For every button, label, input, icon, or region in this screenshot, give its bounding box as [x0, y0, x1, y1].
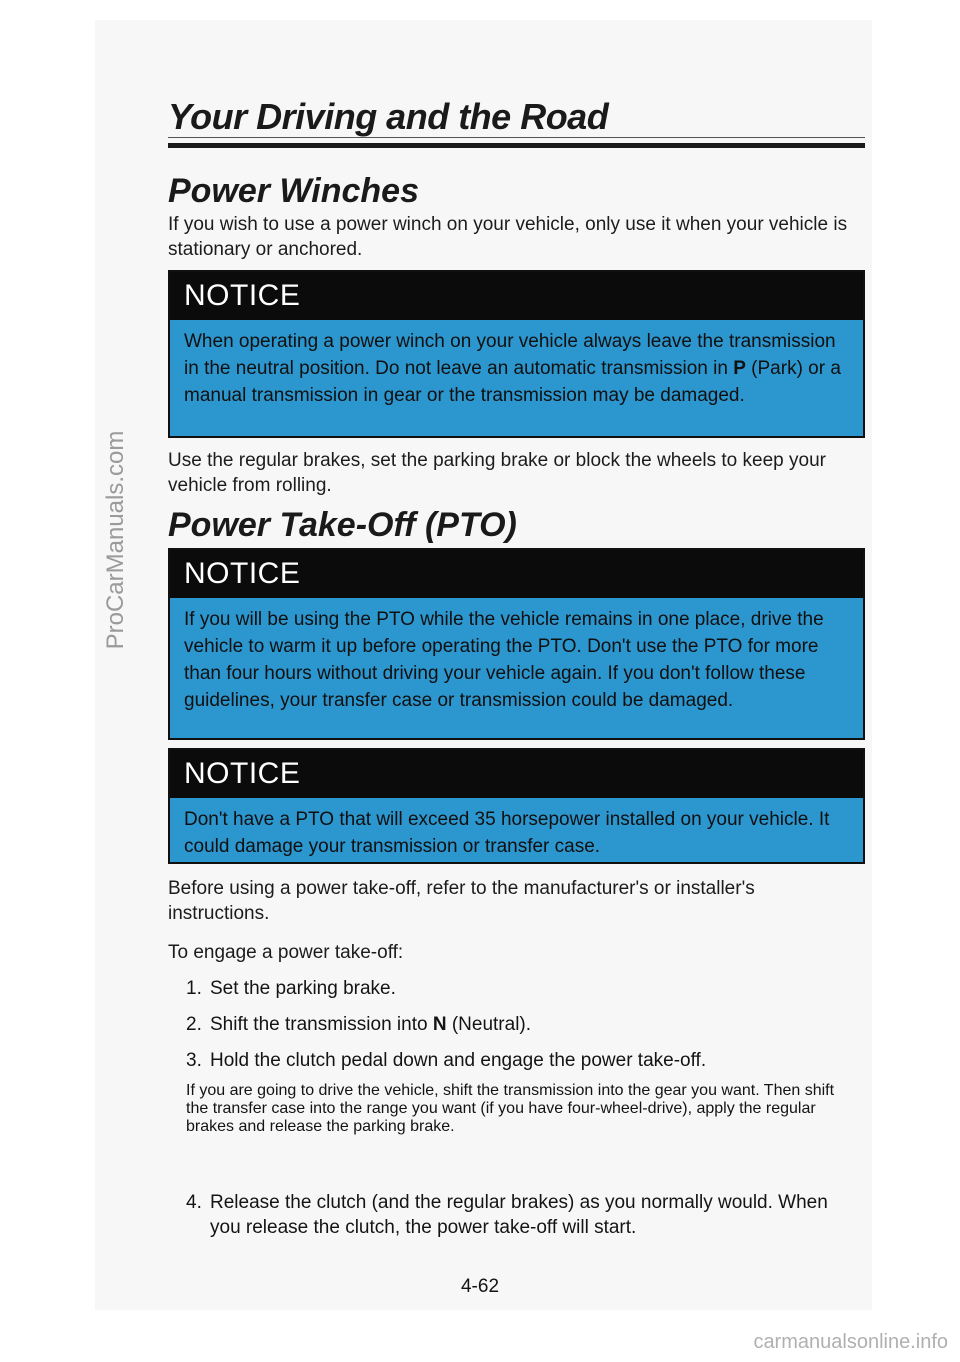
notice-box-pto-2 [168, 748, 865, 864]
side-watermark: ProCarManuals.com [102, 430, 129, 650]
winches-intro: If you wish to use a power winch on your vehicle, only use it when your vehicle is stationary or anchored. [168, 214, 848, 260]
power-winches-heading: Power Winches [168, 172, 419, 210]
engage-steps-cont [186, 1190, 856, 1251]
list-item: 3. Hold the clutch pedal down and engage the power take-off. [186, 1050, 707, 1071]
notice-body: If you will be using the PTO while the vehicle remains in one place, drive the vehicle to warm it up before operating the PTO. Don't use the PTO for more than four hours without driving your vehicle again. If you don't follow these guidelines, your transfer case or transmission could be damaged. [184, 609, 824, 711]
notice-body: When operating a power winch on your vehicle always leave the transmission in the neutral position. Do not leave an automatic transmission in P (Park) or a manual transmission in gear or the transmission may be damaged. [184, 331, 841, 406]
pto-engage-intro: To engage a power take-off: [168, 942, 404, 963]
neutral-gear-letter: N [432, 1014, 447, 1035]
step-3-detail: If you are going to drive the vehicle, shift the transmission into the gear you want. Then shift the transfer case into the range you want (if you have four-wheel-drive), apply the regular brakes and release the parking brake. [186, 1082, 835, 1135]
list-item: 1. Set the parking brake. [186, 978, 396, 999]
pto-heading: Power Take-Off (PTO) [168, 506, 517, 544]
park-gear-letter: P [733, 358, 746, 379]
list-item: 2. Shift the transmission into N (Neutral). [186, 1014, 532, 1035]
notice-title: NOTICE [170, 750, 863, 798]
header-rule [168, 143, 865, 148]
notice-title: NOTICE [170, 550, 863, 598]
section-title: Your Driving and the Road [168, 96, 609, 137]
list-item: 4. Release the clutch (and the regular brakes) as you normally would. When you release the clutch, the power take-off will start. [186, 1192, 828, 1238]
notice-box-pto-1 [168, 548, 865, 740]
notice-body: Don't have a PTO that will exceed 35 horsepower installed on your vehicle. It could damage your transmission or transfer case. [184, 809, 830, 857]
pto-before: Before using a power take-off, refer to the manufacturer's or installer's instructions. [168, 878, 755, 924]
page-number: 4-62 [460, 1276, 500, 1297]
notice-title: NOTICE [170, 272, 863, 320]
winches-after: Use the regular brakes, set the parking brake or block the wheels to keep your vehicle from rolling. [168, 450, 826, 496]
notice-box-winch [168, 270, 865, 438]
engage-steps [186, 976, 856, 1084]
header-rule-thin [168, 137, 865, 138]
bottom-watermark: carmanualsonline.info [753, 1331, 948, 1353]
